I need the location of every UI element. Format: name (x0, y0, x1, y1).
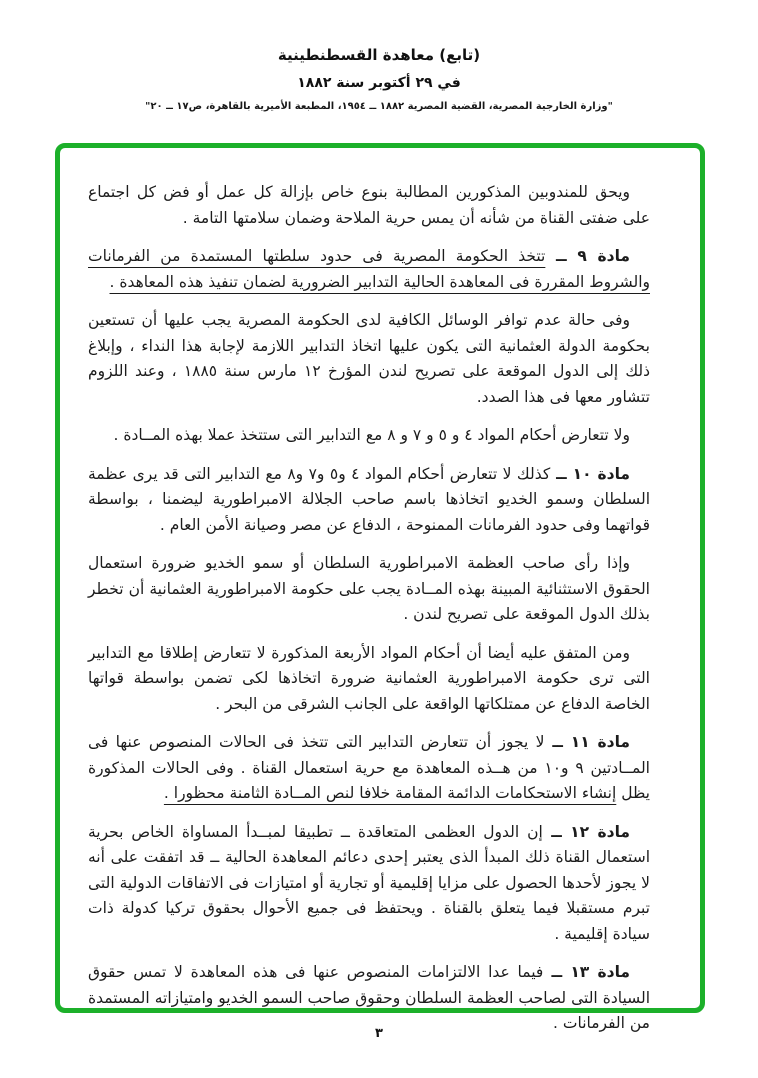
treaty-paragraph (88, 730, 650, 807)
article-label: مادة ١١ ــ (544, 733, 631, 751)
treaty-paragraph (88, 423, 650, 449)
article-label: مادة ١٢ ــ (542, 822, 630, 841)
paragraph-text: تتخذ الحكومة المصرية فى حدود سلطتها المستمدة من الفرمانات والشروط المقررة فى المعاهدة الحالية التدابير الضرورية لضمان تنفيذ هذه المعاهدة . (88, 247, 650, 291)
paragraph-text: لا يجوز أن تتعارض التدابير التى تتخذ فى الحالات المنصوص عنها فى المــادتين ٩ و١٠ من هــذه المعاهدة مع حرية استعمال القناة . وفى الحالات المذكورة يظل (88, 733, 650, 802)
treaty-date: في ٢٩ أكتوبر سنة ١٨٨٢ (297, 75, 461, 91)
paragraph-text: فيما عدا الالتزامات المنصوص عنها فى هذه المعاهدة لا تمس حقوق السيادة التى لصاحب العظمة السلطان وحقوق صاحب السمو الخديو وامتيازاته المستمدة من الفرمانات . (88, 963, 650, 1032)
treaty-paragraph (88, 462, 650, 539)
paragraph-text: ولا تتعارض أحكام المواد ٤ و ٥ و ٧ و ٨ مع التدابير التى ستتخذ عملا بهذه المــادة . (113, 426, 630, 444)
paragraph-text: ومن المتفق عليه أيضا أن أحكام المواد الأربعة المذكورة لا تتعارض إطلاقا مع التدابير التى ترى حكومة الامبراطورية العثمانية ضرورة اتخاذها لكى تضمن بواسطة قواتها الخاصة الدفاع عن ممتلكاتها الواقعة على الجانب الشرقى من البحر . (88, 643, 650, 713)
treaty-paragraph (88, 820, 650, 948)
paragraph-text: إن الدول العظمى المتعاقدة ــ تطبيقا لمبــدأ المساواة الخاص بحرية استعمال القناة ذلك المبدأ الذى يعتبر إحدى دعائم المعاهدة الحالية ــ قد اتفقت على أنه لا يجوز لأحدها الحصول على مزايا إقليمية أو تجارية أو امتيازات فى الاتفاقات الدولية التى تبرم مستقبلا فيما يتعلق بالقناة . ويحتفظ فى جميع الأحوال بحقوق تركيا كدولة ذات سيادة إقليمية . (88, 822, 650, 943)
document-header (0, 46, 758, 112)
treaty-paragraph (88, 641, 650, 718)
treaty-title: (تابع) معاهدة القسطنطينية (277, 46, 481, 64)
source-citation: "وزارة الخارجية المصرية، القضية المصرية ١٨٨٢ ــ ١٩٥٤، المطبعة الأميرية بالقاهرة، ص١٧ ــ ٢٠" (145, 101, 613, 112)
article-label: مادة ١٣ ــ (543, 963, 631, 981)
treaty-paragraph (88, 244, 650, 295)
paragraph-text: وإذا رأى صاحب العظمة الامبراطورية السلطان أو سمو الخديو ضرورة استعمال الحقوق الاستثنائية المبينة بهذه المــادة يجب على حكومة الامبراطورية العثمانية أن تخطر بذلك الدول الموقعة على تصريح لندن . (88, 554, 650, 623)
article-label: مادة ٩ ــ (545, 247, 630, 265)
article-label: مادة ١٠ ــ (550, 464, 631, 483)
treaty-paragraph (88, 551, 650, 628)
treaty-text-frame (55, 143, 705, 1032)
paragraph-text: وفى حالة عدم توافر الوسائل الكافية لدى الحكومة المصرية يجب عليها أن تستعين بحكومة الدولة العثمانية التى يكون عليها اتخاذ التدابير اللازمة لإجابة هذا النداء ، وإبلاغ ذلك إلى الدول الموقعة على تصريح لندن المؤرخ ١٢ مارس سنة ١٨٨٥ ، وعند اللزوم تتشاور معها فى هذا الصدد. (88, 311, 651, 406)
paragraph-text: كذلك لا تتعارض أحكام المواد ٤ و٥ و٧ و٨ مع التدابير التى قد يرى عظمة السلطان وسمو الخديو اتخاذها باسم صاحب الجلالة الامبراطورية ليضمنا ، بواسطة قواتهما وفى حدود الفرمانات الممنوحة ، الدفاع عن مصر وصيانة الأمن العام . (88, 464, 650, 534)
page-number: ٣ (375, 1026, 383, 1041)
treaty-paragraph (88, 180, 650, 231)
paragraph-text: ويحق للمندوبين المذكورين المطالبة بنوع خاص بإزالة كل عمل أو فض كل اجتماع على ضفتى القناة من شأنه أن يمس حرية الملاحة وضمان سلامتها التامة . (88, 183, 650, 227)
treaty-body (88, 180, 650, 1050)
treaty-paragraph (88, 308, 650, 410)
paragraph-text: إنشاء الاستحكامات الدائمة المقامة خلافا لنص المــادة الثامنة محظورا . (163, 784, 617, 802)
